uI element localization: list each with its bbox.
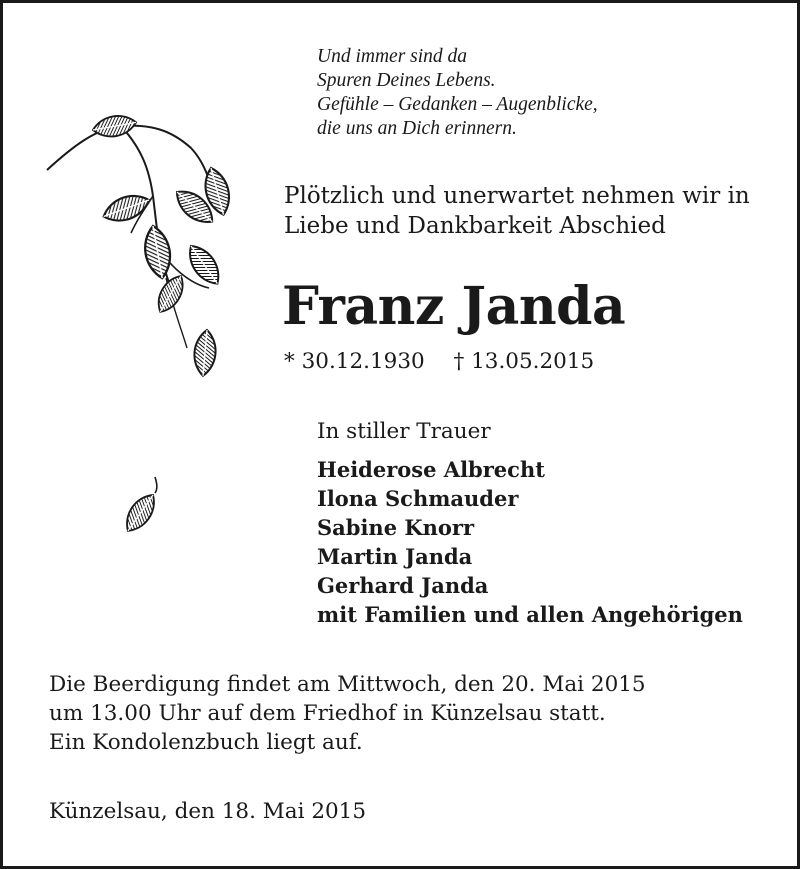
mourning-label: In stiller Trauer <box>317 419 491 444</box>
memorial-poem <box>317 45 777 141</box>
funeral-line: Ein Kondolenzbuch liegt auf. <box>49 730 363 755</box>
mourner-name: Gerhard Janda <box>317 573 489 598</box>
mourner-name: mit Familien und allen Angehörigen <box>317 602 743 627</box>
intro-line: Plötzlich und unerwartet nehmen wir in <box>284 183 750 209</box>
birth-date: * 30.12.1930 <box>284 349 425 374</box>
death-date: † 13.05.2015 <box>453 349 595 374</box>
poem-line: die uns an Dich erinnern. <box>317 118 517 139</box>
funeral-line: Die Beerdigung findet am Mittwoch, den 20. Mai 2015 <box>49 672 646 697</box>
poem-line: Spuren Deines Lebens. <box>317 70 496 91</box>
mourners-list <box>317 455 743 629</box>
funeral-line: um 13.00 Uhr auf dem Friedhof in Künzelsau statt. <box>49 701 606 726</box>
poem-line: Und immer sind da <box>317 46 468 67</box>
mourner-name: Ilona Schmauder <box>317 486 519 511</box>
mourner-name: Martin Janda <box>317 544 473 569</box>
deceased-name: Franz Janda <box>282 276 626 337</box>
mourner-name: Heiderose Albrecht <box>317 457 545 482</box>
intro-line: Liebe und Dankbarkeit Abschied <box>284 213 666 239</box>
falling-leaf-icon <box>115 471 170 546</box>
announcement-intro <box>284 181 784 241</box>
funeral-details <box>49 670 646 757</box>
mourner-name: Sabine Knorr <box>317 515 475 540</box>
life-dates <box>284 348 594 376</box>
poem-line: Gefühle – Gedanken – Augenblicke, <box>317 94 598 115</box>
place-and-date: Künzelsau, den 18. Mai 2015 <box>49 799 367 824</box>
leafy-branch-icon <box>41 108 256 393</box>
